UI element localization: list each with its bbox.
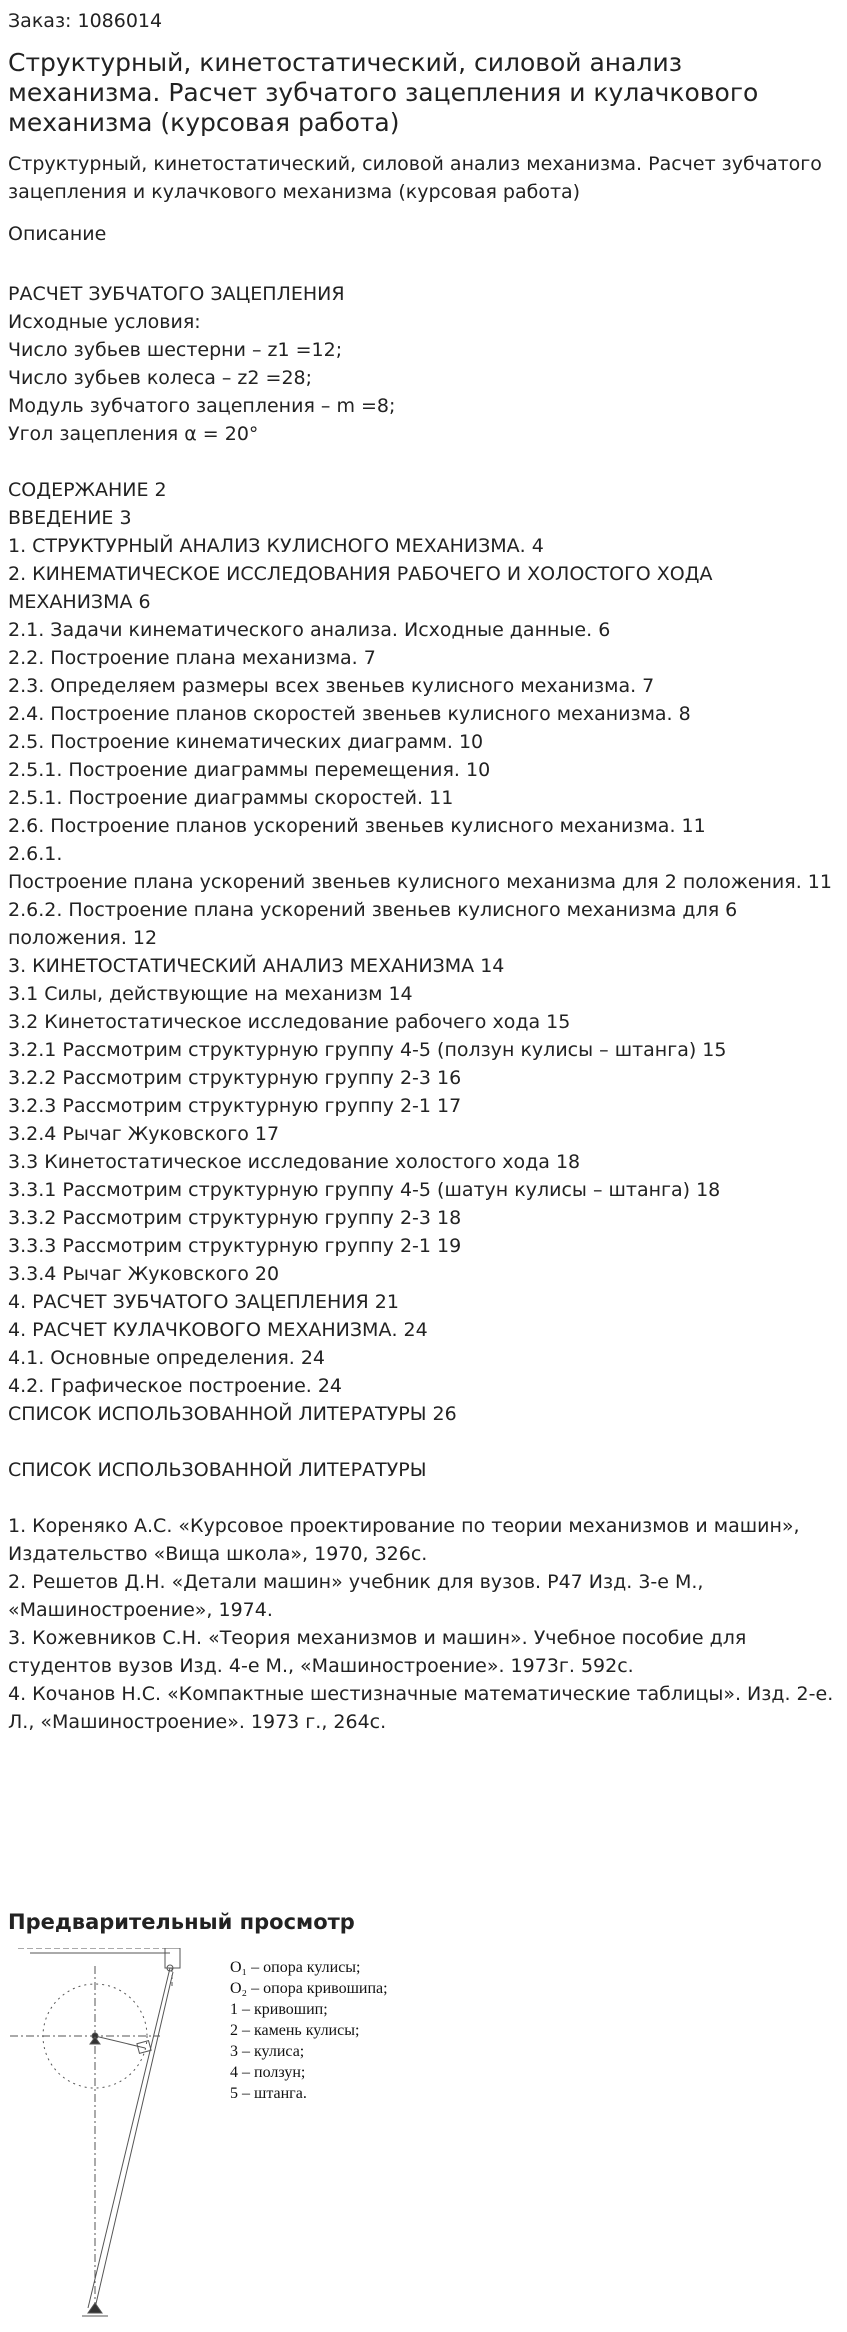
legend-item: 5 – штанга. <box>230 2085 307 2102</box>
description-line: положения. 12 <box>8 927 158 949</box>
legend-item: 4 – ползун; <box>230 2064 306 2081</box>
order-number: Заказ: 1086014 <box>8 10 163 32</box>
description-line: 4. РАСЧЕТ ЗУБЧАТОГО ЗАЦЕПЛЕНИЯ 21 <box>8 1291 399 1313</box>
description-line: 4. Кочанов Н.С. «Компактные шестизначные математические таблицы». Изд. 2-е. Л., «Машиностроение». 1973 г., 264с. <box>8 1683 840 1733</box>
description-line: Число зубьев шестерни – z1 =12; <box>8 339 343 361</box>
description-line: 3.3 Кинетостатическое исследование холостого хода 18 <box>8 1151 581 1173</box>
description-line: 3.2.1 Рассмотрим структурную группу 4-5 (ползун кулисы – штанга) 15 <box>8 1039 727 1061</box>
description-line: 2.6.2. Построение плана ускорений звеньев кулисного механизма для 6 <box>8 899 738 921</box>
description-line: РАСЧЕТ ЗУБЧАТОГО ЗАЦЕПЛЕНИЯ <box>8 283 345 305</box>
description-line: 3.2.4 Рычаг Жуковского 17 <box>8 1123 280 1145</box>
description-line: 3. Кожевников С.Н. «Теория механизмов и машин». Учебное пособие для студентов вузов Изд. 4-е М., «Машиностроение». 1973г. 592с. <box>8 1627 753 1677</box>
description-heading: Описание <box>8 223 107 245</box>
preview-legend <box>230 1957 388 2104</box>
description-line: МЕХАНИЗМА 6 <box>8 591 151 613</box>
description-line: Исходные условия: <box>8 311 201 333</box>
description-line: 3.3.2 Рассмотрим структурную группу 2-3 18 <box>8 1207 462 1229</box>
description-line: СПИСОК ИСПОЛЬЗОВАННОЙ ЛИТЕРАТУРЫ <box>8 1459 427 1481</box>
description-line: 4.2. Графическое построение. 24 <box>8 1375 343 1397</box>
description-line: 3.3.4 Рычаг Жуковского 20 <box>8 1263 280 1285</box>
description-line: 2.6. Построение планов ускорений звеньев кулисного механизма. 11 <box>8 815 706 837</box>
legend-item: 1 – кривошип; <box>230 2001 328 2018</box>
description-line: 3.1 Силы, действующие на механизм 14 <box>8 983 413 1005</box>
description-line: Угол зацепления α = 20° <box>8 423 259 445</box>
description-line: 2. Решетов Д.Н. «Детали машин» учебник для вузов. Р47 Изд. 3-е М., «Машиностроение», 1974. <box>8 1571 710 1621</box>
description-line: 2.2. Построение плана механизма. 7 <box>8 647 376 669</box>
description-line: 2. КИНЕМАТИЧЕСКОЕ ИССЛЕДОВАНИЯ РАБОЧЕГО И ХОЛОСТОГО ХОДА <box>8 563 713 585</box>
description-line: СПИСОК ИСПОЛЬЗОВАННОЙ ЛИТЕРАТУРЫ 26 <box>8 1403 457 1425</box>
description-line: 2.1. Задачи кинематического анализа. Исходные данные. 6 <box>8 619 611 641</box>
description-line: 2.4. Построение планов скоростей звеньев кулисного механизма. 8 <box>8 703 691 725</box>
description-line: 4.1. Основные определения. 24 <box>8 1347 326 1369</box>
description-line: 3.3.1 Рассмотрим структурную группу 4-5 (шатун кулисы – штанга) 18 <box>8 1179 721 1201</box>
description-line: 2.5. Построение кинематических диаграмм. 10 <box>8 731 484 753</box>
description-line: 2.5.1. Построение диаграммы скоростей. 11 <box>8 787 454 809</box>
legend-item: O₂ – опора кривошипа; <box>230 1980 388 1997</box>
page-subtitle: Структурный, кинетостатический, силовой анализ механизма. Расчет зубчатого зацепления и кулачкового механизма (курсовая работа) <box>8 153 822 203</box>
description-line: 2.5.1. Построение диаграммы перемещения. 10 <box>8 759 491 781</box>
description-line: 1. СТРУКТУРНЫЙ АНАЛИЗ КУЛИСНОГО МЕХАНИЗМА. 4 <box>8 535 544 557</box>
page-title: Структурный, кинетостатический, силовой анализ механизма. Расчет зубчатого зацепления и кулачкового механизма (курсовая работа) <box>8 48 759 137</box>
description-body <box>8 280 839 1736</box>
description-line: 3. КИНЕТОСТАТИЧЕСКИЙ АНАЛИЗ МЕХАНИЗМА 14 <box>8 955 505 977</box>
description-line: 2.6.1. <box>8 843 63 865</box>
description-line: Модуль зубчатого зацепления – m =8; <box>8 395 396 417</box>
description-line: 3.3.3 Рассмотрим структурную группу 2-1 19 <box>8 1235 462 1257</box>
description-line: 3.2 Кинетостатическое исследование рабочего хода 15 <box>8 1011 571 1033</box>
description-line: 1. Кореняко А.С. «Курсовое проектирование по теории механизмов и машин», Издательство «Вища школа», 1970, 326с. <box>8 1515 806 1565</box>
description-line: ВВЕДЕНИЕ 3 <box>8 507 132 529</box>
description-line: 4. РАСЧЕТ КУЛАЧКОВОГО МЕХАНИЗМА. 24 <box>8 1319 428 1341</box>
preview-heading: Предварительный просмотр <box>8 1910 355 1934</box>
description-line: 3.2.3 Рассмотрим структурную группу 2-1 17 <box>8 1095 462 1117</box>
description-line: СОДЕРЖАНИЕ 2 <box>8 479 167 501</box>
description-line: Число зубьев колеса – z2 =28; <box>8 367 313 389</box>
legend-item: O₁ – опора кулисы; <box>230 1959 361 1976</box>
description-line: 3.2.2 Рассмотрим структурную группу 2-3 16 <box>8 1067 462 1089</box>
description-line <box>8 1484 839 1512</box>
legend-item: 2 – камень кулисы; <box>230 2022 360 2039</box>
description-line: 2.3. Определяем размеры всех звеньев кулисного механизма. 7 <box>8 675 655 697</box>
description-line <box>8 448 839 476</box>
legend-item: 3 – кулиса; <box>230 2043 305 2060</box>
description-line: Построение плана ускорений звеньев кулисного механизма для 2 положения. 11 <box>8 871 832 893</box>
description-line <box>8 1428 839 1456</box>
